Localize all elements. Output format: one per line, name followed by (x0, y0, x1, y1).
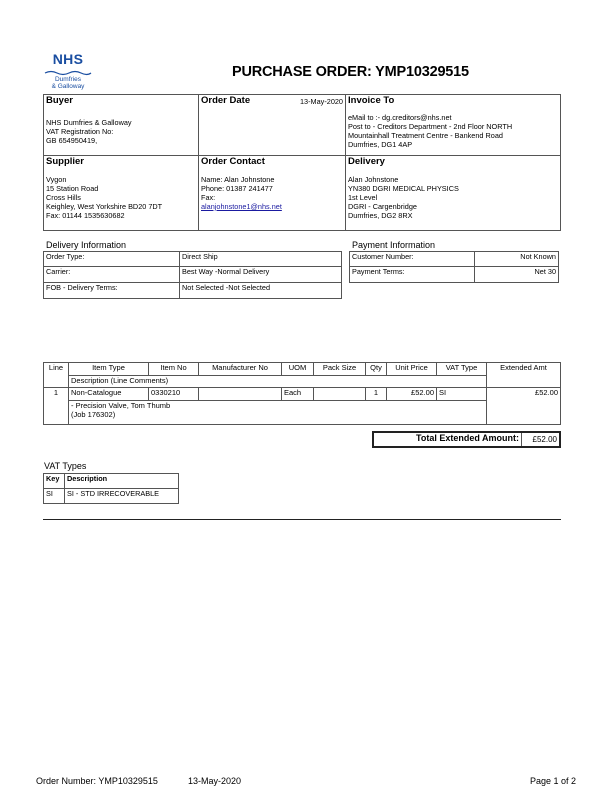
cell-unit-price: £52.00 (387, 388, 437, 401)
delivery-info-label: Carrier: (44, 267, 180, 283)
order-date-value: 13-May-2020 (300, 97, 343, 106)
invoice-line: Post to - Creditors Department - 2nd Floor NORTH (348, 122, 513, 131)
footer-page-number: Page 1 of 2 (529, 776, 576, 786)
col-header-manufacturer-no: Manufacturer No (199, 363, 282, 376)
nhs-logo-line2: & Galloway (51, 83, 85, 90)
cell-item-no: 0330210 (149, 388, 199, 401)
order-contact-phone: Phone: 01387 241477 (201, 184, 273, 193)
vat-key-header: Key (44, 474, 65, 489)
payment-info-label: Customer Number: (350, 252, 475, 267)
delivery-label: Delivery (348, 156, 385, 167)
footer-order-number: Order Number: YMP10329515 (36, 776, 158, 786)
divider (43, 519, 561, 520)
col-header-item-type: Item Type (69, 363, 149, 376)
total-value: £52.00 (522, 432, 561, 447)
vat-description: SI - STD IRRECOVERABLE (65, 489, 179, 504)
col-header-line: Line (44, 363, 69, 388)
payment-info-title: Payment Information (352, 240, 436, 250)
invoice-line: Dumfries, DG1 4AP (348, 140, 413, 149)
col-header-vat-type: VAT Type (437, 363, 487, 376)
order-contact-name: Name: Alan Johnstone (201, 175, 275, 184)
table-row (44, 388, 561, 401)
delivery-line: Dumfries, DG2 8RX (348, 211, 413, 220)
cell-item-type: Non-Catalogue (69, 388, 149, 401)
invoice-to-block (346, 95, 561, 156)
nhs-logo-brand: NHS (52, 51, 84, 67)
delivery-line: DGRI - Cargenbridge (348, 202, 417, 211)
order-contact-block (199, 156, 346, 231)
invoice-line: Mountainhall Treatment Centre - Bankend Road (348, 131, 503, 140)
footer-date: 13-May-2020 (188, 776, 242, 786)
col-header-qty: Qty (366, 363, 387, 376)
order-date-block (199, 95, 346, 156)
invoice-line: eMail to :- dg.creditors@nhs.net (348, 113, 452, 122)
cell-uom: Each (282, 388, 314, 401)
delivery-line: Alan Johnstone (348, 175, 399, 184)
invoice-to-label: Invoice To (348, 95, 395, 106)
delivery-info-value: Not Selected -Not Selected (180, 283, 342, 299)
payment-info-table (349, 251, 559, 283)
col-header-uom: UOM (282, 363, 314, 376)
col-header-unit-price: Unit Price (387, 363, 437, 376)
buyer-line: NHS Dumfries & Galloway (46, 118, 132, 127)
cell-pack-size (314, 388, 366, 401)
cell-extended-amt: £52.00 (487, 388, 561, 425)
order-date-label: Order Date (201, 95, 251, 106)
supplier-label: Supplier (46, 156, 85, 167)
supplier-line: Vygon (46, 175, 67, 184)
vat-types-table (43, 473, 179, 504)
vat-desc-header: Description (65, 474, 179, 489)
buyer-line: GB 654950419, (46, 136, 98, 145)
cell-qty: 1 (366, 388, 387, 401)
supplier-line: 15 Station Road (46, 184, 99, 193)
total-box (372, 431, 561, 448)
buyer-block (44, 95, 199, 156)
order-contact-email-link[interactable]: alanjohnstone1@nhs.net (201, 202, 282, 211)
delivery-info-value: Direct Ship (180, 252, 342, 267)
order-contact-fax: Fax: (201, 193, 216, 202)
vat-key: SI (44, 489, 65, 504)
table-row (44, 489, 179, 504)
description-line: - Precision Valve, Tom Thumb (71, 401, 171, 410)
col-header-item-no: Item No (149, 363, 199, 376)
buyer-label: Buyer (46, 95, 73, 106)
order-contact-label: Order Contact (201, 156, 265, 167)
cell-vat-type: SI (437, 388, 487, 401)
supplier-line: Keighley, West Yorkshire BD20 7DT (46, 202, 163, 211)
supplier-block (44, 156, 199, 231)
delivery-line: 1st Level (348, 193, 378, 202)
order-header-grid (43, 94, 561, 231)
delivery-info-table (43, 251, 342, 299)
supplier-line: Cross Hills (46, 193, 81, 202)
delivery-info-title: Delivery Information (46, 240, 127, 250)
line-number: 1 (44, 388, 69, 425)
delivery-info-label: Order Type: (44, 252, 180, 267)
total-label: Total Extended Amount: (373, 432, 522, 447)
delivery-block (346, 156, 561, 231)
vat-types-title: VAT Types (44, 461, 87, 471)
delivery-line: YN380 DGRI MEDICAL PHYSICS (348, 184, 459, 193)
col-header-pack-size: Pack Size (314, 363, 366, 376)
payment-info-value: Not Known (475, 252, 559, 267)
col-header-extended-amt: Extended Amt (487, 363, 561, 388)
nhs-logo (43, 51, 93, 90)
delivery-info-label: FOB - Delivery Terms: (44, 283, 180, 299)
delivery-info-value: Best Way -Normal Delivery (180, 267, 342, 283)
page-title: PURCHASE ORDER: YMP10329515 (232, 64, 469, 80)
description-line: (Job 176302) (71, 410, 116, 419)
payment-info-value: Net 30 (475, 267, 559, 283)
buyer-line: VAT Registration No: (46, 127, 114, 136)
order-lines-table (43, 362, 561, 425)
col-header-description: Description (Line Comments) (69, 376, 487, 388)
payment-info-label: Payment Terms: (350, 267, 475, 283)
supplier-line: Fax: 01144 1535630682 (46, 211, 125, 220)
cell-description (69, 401, 487, 425)
cell-manufacturer-no (199, 388, 282, 401)
nhs-logo-line1: Dumfries (54, 76, 81, 83)
